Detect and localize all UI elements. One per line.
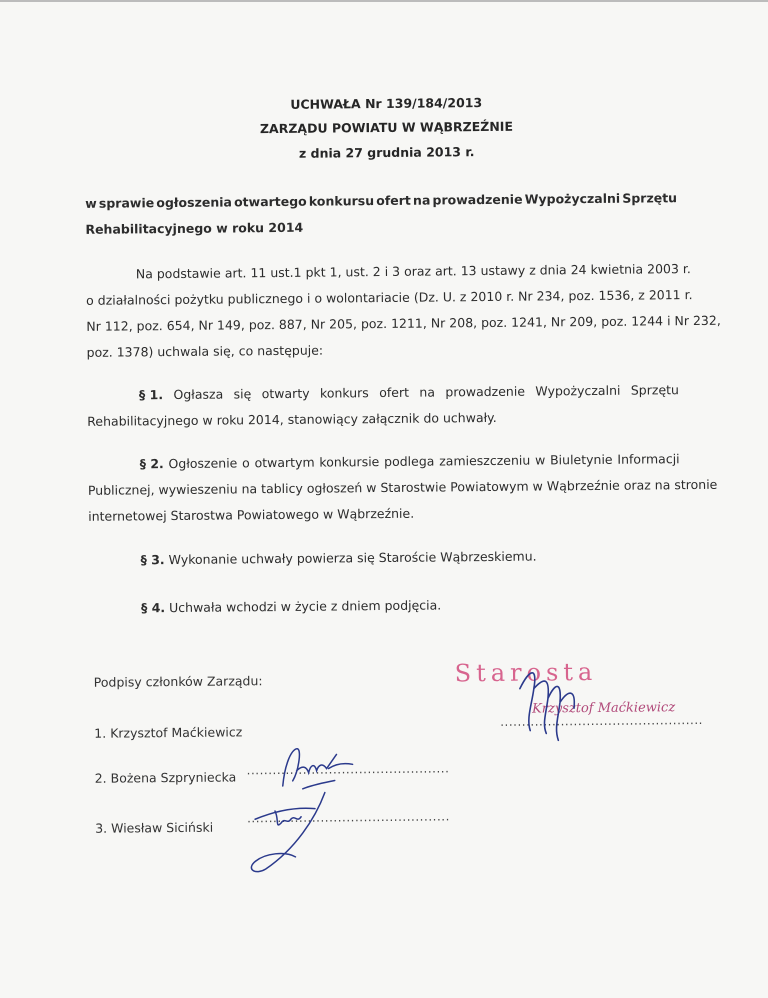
subject-line-2: Rehabilitacyjnego w roku 2014 — [85, 219, 304, 237]
signatures-title: Podpisy członków Zarządu: — [93, 673, 263, 690]
paragraph-2-line-1: § 2. Ogłoszenie o otwartym konkursie podlega zamieszczeniu w Biuletynie Informacji — [139, 451, 680, 472]
paragraph-4: § 4. Uchwała wchodzi w życie z dniem podjęcia. — [140, 597, 442, 616]
paragraph-3-label: § 3. — [140, 552, 165, 568]
preamble-line-3: Nr 112, poz. 654, Nr 149, poz. 887, Nr 205, poz. 1211, Nr 208, poz. 1241, Nr 209, poz. 1244 i Nr 232, — [86, 312, 721, 334]
paragraph-1-line-1: § 1. Ogłasza się otwarty konkurs ofert na prowadzenie Wypożyczalni Sprzętu — [138, 382, 679, 403]
signature-line-3: ............................................... — [247, 809, 450, 826]
paragraph-4-label: § 4. — [140, 600, 166, 616]
signatory-3: 3. Wiesław Siciński — [95, 819, 214, 836]
issuing-authority: ZARZĄDU POWIATU W WĄBRZEŹNIE — [259, 118, 514, 137]
paragraph-2-label: § 2. — [139, 456, 164, 472]
preamble-line-1: Na podstawie art. 11 ust.1 pkt 1, ust. 2 i 3 oraz art. 13 ustawy z dnia 24 kwietnia 2003 r. — [135, 261, 691, 282]
resolution-date: z dnia 27 grudnia 2013 r. — [298, 144, 475, 161]
starosta-signature — [490, 658, 611, 749]
preamble-line-2: o działalności pożytku publicznego i o wolontariacie (Dz. U. z 2010 r. Nr 234, poz. 1536, z 2011 r. — [86, 287, 693, 308]
signature-line-2: ............................................... — [246, 761, 450, 778]
resolution-number: UCHWAŁA Nr 139/184/2013 — [290, 95, 483, 112]
signature-line-1: ............................................... — [500, 712, 704, 729]
paragraph-1-line-2: Rehabilitacyjnego w roku 2014, stanowiący załącznik do uchwały. — [87, 409, 497, 429]
preamble-line-4: poz. 1378) uchwala się, co następuje: — [86, 342, 324, 360]
sicinski-signature — [235, 788, 356, 879]
paragraph-2-line-2: Publicznej, wywieszeniu na tablicy ogłoszeń w Starostwie Powiatowym w Wąbrzeźnie oraz na stronie — [87, 476, 718, 498]
paragraph-3: § 3. Wykonanie uchwały powierza się Staroście Wąbrzeskiemu. — [140, 548, 537, 568]
subject-line-1: w sprawie ogłoszenia otwartego konkursu ofert na prowadzenie Wypożyczalni Sprzętu — [85, 190, 678, 211]
signatory-1: 1. Krzysztof Maćkiewicz — [94, 724, 243, 741]
signatory-2: 2. Bożena Szpryniecka — [94, 769, 237, 786]
paragraph-1-label: § 1. — [138, 387, 164, 403]
starosta-stamp: Starosta — [454, 657, 598, 688]
paragraph-2-line-3: internetowej Starostwa Powiatowego w Wąbrzeźnie. — [88, 505, 415, 524]
starosta-name-stamp: Krzysztof Maćkiewicz — [531, 700, 676, 717]
